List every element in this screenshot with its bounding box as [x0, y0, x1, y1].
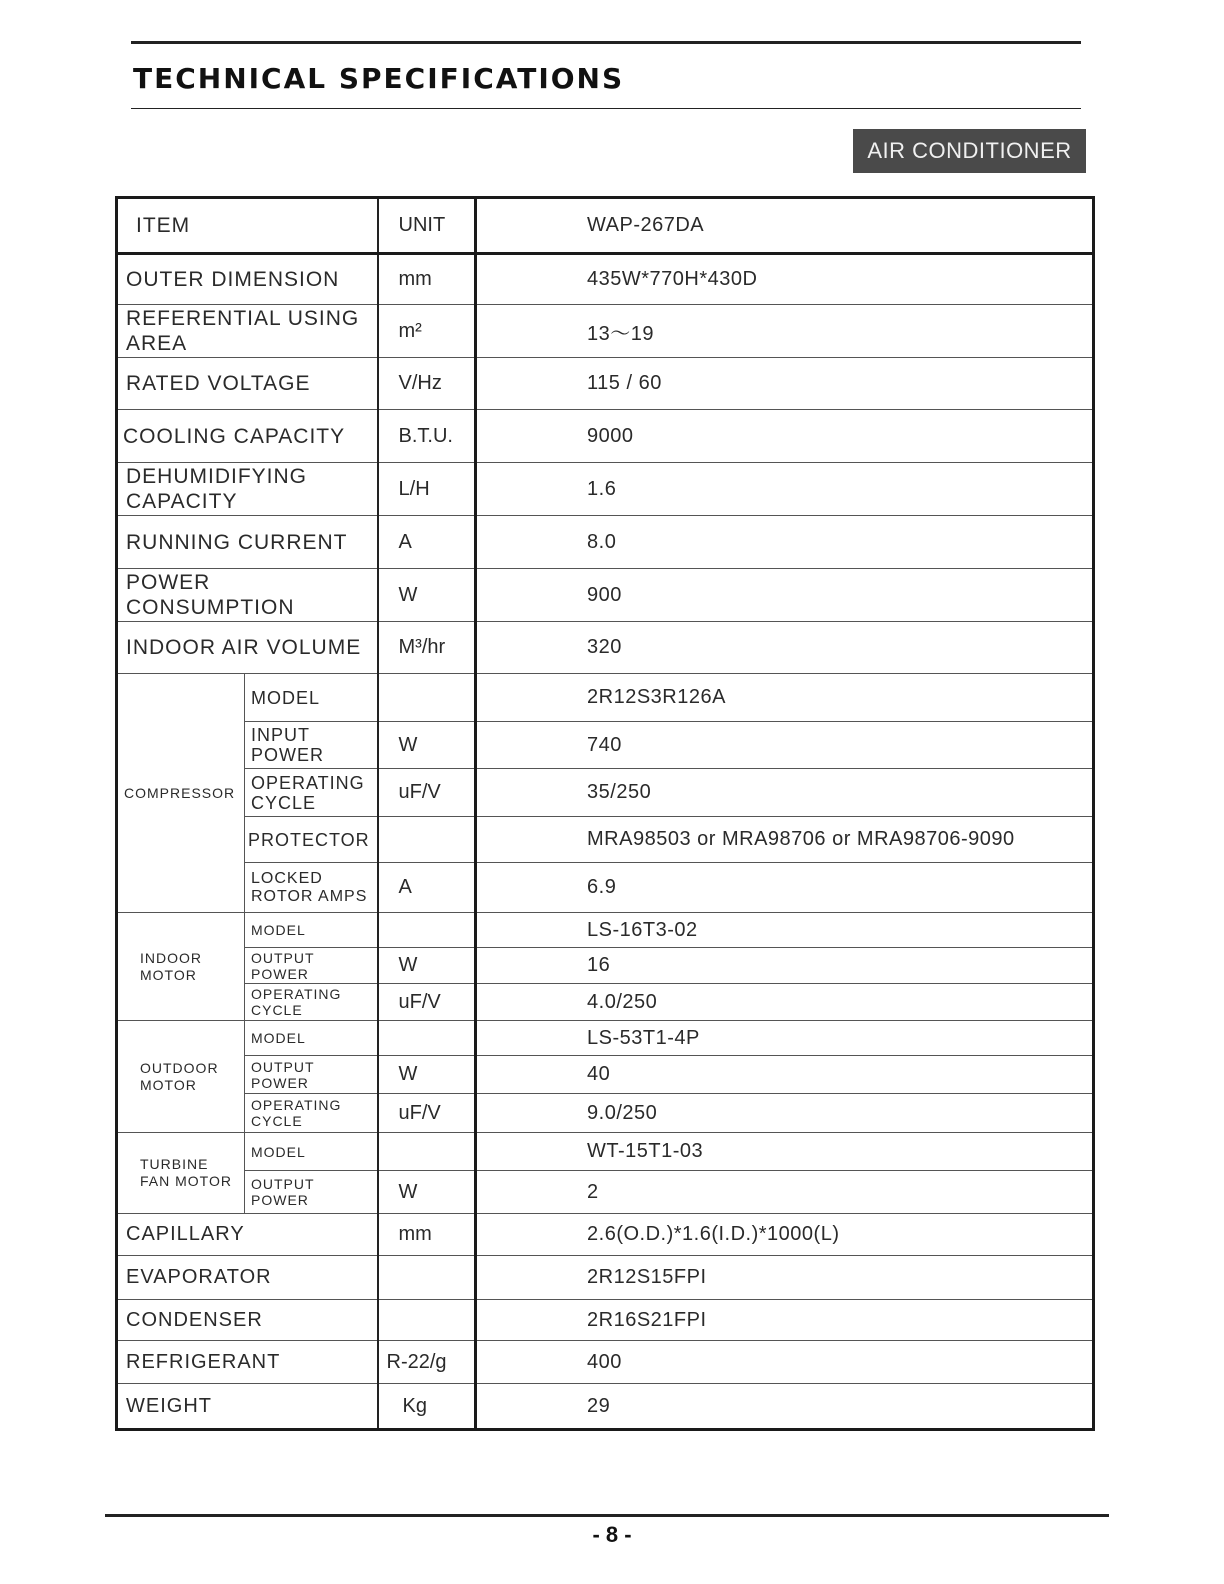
footer-rule: [105, 1514, 1109, 1517]
sub-label: OPERATING CYCLE: [245, 1094, 378, 1133]
row-unit: M³/hr: [378, 622, 476, 674]
table-row: [117, 948, 1094, 984]
row-value: LS-53T1-4P: [476, 1021, 1094, 1056]
table-row: [117, 1384, 1094, 1430]
row-unit: W: [378, 948, 476, 984]
row-unit: mm: [378, 1214, 476, 1256]
row-unit: B.T.U.: [378, 410, 476, 463]
row-label: RATED VOLTAGE: [117, 358, 378, 410]
table-row: [117, 410, 1094, 463]
row-label: CAPILLARY: [117, 1214, 378, 1256]
row-value: 4.0/250: [476, 984, 1094, 1021]
table-row: [117, 1021, 1094, 1056]
row-label: RUNNING CURRENT: [117, 516, 378, 569]
top-rule: [131, 41, 1081, 44]
row-unit: V/Hz: [378, 358, 476, 410]
row-value: 115 / 60: [476, 358, 1094, 410]
row-unit: [378, 1256, 476, 1300]
compressor-group-label: COMPRESSOR: [117, 674, 245, 913]
table-header-row: [117, 198, 1094, 254]
row-unit: W: [378, 569, 476, 622]
turbine-fan-motor-group-label: TURBINE FAN MOTOR: [117, 1133, 245, 1214]
table-row: [117, 984, 1094, 1021]
category-badge: AIR CONDITIONER: [853, 129, 1086, 173]
sub-label: OUTPUT POWER: [245, 1056, 378, 1094]
row-unit: uF/V: [378, 769, 476, 817]
row-unit: uF/V: [378, 984, 476, 1021]
row-unit: L/H: [378, 463, 476, 516]
row-value: 8.0: [476, 516, 1094, 569]
table-row: [117, 863, 1094, 913]
table-row: [117, 305, 1094, 358]
indoor-motor-group-label: INDOOR MOTOR: [117, 913, 245, 1021]
title-rule: [131, 108, 1081, 109]
row-label: POWER CONSUMPTION: [117, 569, 378, 622]
row-value: 2R12S15FPI: [476, 1256, 1094, 1300]
row-value: 2R12S3R126A: [476, 674, 1094, 722]
row-unit: R-22/g: [378, 1341, 476, 1384]
row-value: LS-16T3-02: [476, 913, 1094, 948]
row-value: 740: [476, 722, 1094, 769]
row-value: 400: [476, 1341, 1094, 1384]
table-row: [117, 622, 1094, 674]
row-value: 40: [476, 1056, 1094, 1094]
row-label: OUTER DIMENSION: [117, 254, 378, 305]
row-label: WEIGHT: [117, 1384, 378, 1430]
page-number: - 8 -: [592, 1522, 632, 1547]
row-value: 9.0/250: [476, 1094, 1094, 1133]
table-row: [117, 1214, 1094, 1256]
header-unit: UNIT: [378, 198, 476, 254]
table-row: [117, 1341, 1094, 1384]
sub-label: MODEL: [245, 674, 378, 722]
header-item: ITEM: [117, 198, 378, 254]
sub-label: MODEL: [245, 1021, 378, 1056]
sub-label: OPERATING CYCLE: [245, 984, 378, 1021]
page-title: TECHNICAL SPECIFICATIONS: [133, 62, 625, 95]
table-row: [117, 358, 1094, 410]
table-row: [117, 516, 1094, 569]
row-unit: mm: [378, 254, 476, 305]
sub-label: INPUT POWER: [245, 722, 378, 769]
table-row: [117, 569, 1094, 622]
row-unit: m²: [378, 305, 476, 358]
row-value: 1.6: [476, 463, 1094, 516]
row-value: 9000: [476, 410, 1094, 463]
sub-label: MODEL: [245, 913, 378, 948]
row-label: DEHUMIDIFYING CAPACITY: [117, 463, 378, 516]
table-row: [117, 254, 1094, 305]
row-label: REFRIGERANT: [117, 1341, 378, 1384]
table-row: [117, 1133, 1094, 1171]
row-unit: uF/V: [378, 1094, 476, 1133]
row-value: 2.6(O.D.)*1.6(I.D.)*1000(L): [476, 1214, 1094, 1256]
row-value: 29: [476, 1384, 1094, 1430]
table-row: [117, 913, 1094, 948]
sub-label: OUTPUT POWER: [245, 1171, 378, 1214]
table-row: [117, 1094, 1094, 1133]
sub-label: PROTECTOR: [245, 817, 378, 863]
header-model: WAP-267DA: [476, 198, 1094, 254]
table-row: [117, 722, 1094, 769]
table-row: [117, 1300, 1094, 1341]
row-unit: A: [378, 863, 476, 913]
row-value: 2: [476, 1171, 1094, 1214]
row-value: 6.9: [476, 863, 1094, 913]
table-row: [117, 463, 1094, 516]
table-row: [117, 1171, 1094, 1214]
row-unit: [378, 1300, 476, 1341]
row-label: REFERENTIAL USING AREA: [117, 305, 378, 358]
row-value: 2R16S21FPI: [476, 1300, 1094, 1341]
row-label: EVAPORATOR: [117, 1256, 378, 1300]
row-value: 435W*770H*430D: [476, 254, 1094, 305]
table-row: [117, 769, 1094, 817]
row-label: INDOOR AIR VOLUME: [117, 622, 378, 674]
row-unit: W: [378, 1056, 476, 1094]
table-row: [117, 817, 1094, 863]
table-row: [117, 1256, 1094, 1300]
row-unit: [378, 1133, 476, 1171]
sub-label: OUTPUT POWER: [245, 948, 378, 984]
sub-label: LOCKED ROTOR AMPS: [245, 863, 378, 913]
row-value: MRA98503 or MRA98706 or MRA98706-9090: [476, 817, 1094, 863]
row-unit: [378, 913, 476, 948]
row-label: COOLING CAPACITY: [117, 410, 378, 463]
table-row: [117, 674, 1094, 722]
outdoor-motor-group-label: OUTDOOR MOTOR: [117, 1021, 245, 1133]
row-value: WT-15T1-03: [476, 1133, 1094, 1171]
row-unit: [378, 817, 476, 863]
row-value: 320: [476, 622, 1094, 674]
row-unit: W: [378, 1171, 476, 1214]
row-label: CONDENSER: [117, 1300, 378, 1341]
sub-label: OPERATING CYCLE: [245, 769, 378, 817]
row-unit: [378, 1021, 476, 1056]
row-value: 900: [476, 569, 1094, 622]
row-unit: W: [378, 722, 476, 769]
row-value: 35/250: [476, 769, 1094, 817]
sub-label: MODEL: [245, 1133, 378, 1171]
row-unit: [378, 674, 476, 722]
table-row: [117, 1056, 1094, 1094]
row-unit: A: [378, 516, 476, 569]
row-unit: Kg: [378, 1384, 476, 1430]
spec-table: [115, 196, 1095, 1431]
row-value: 16: [476, 948, 1094, 984]
row-value: 13～19: [476, 305, 1094, 358]
